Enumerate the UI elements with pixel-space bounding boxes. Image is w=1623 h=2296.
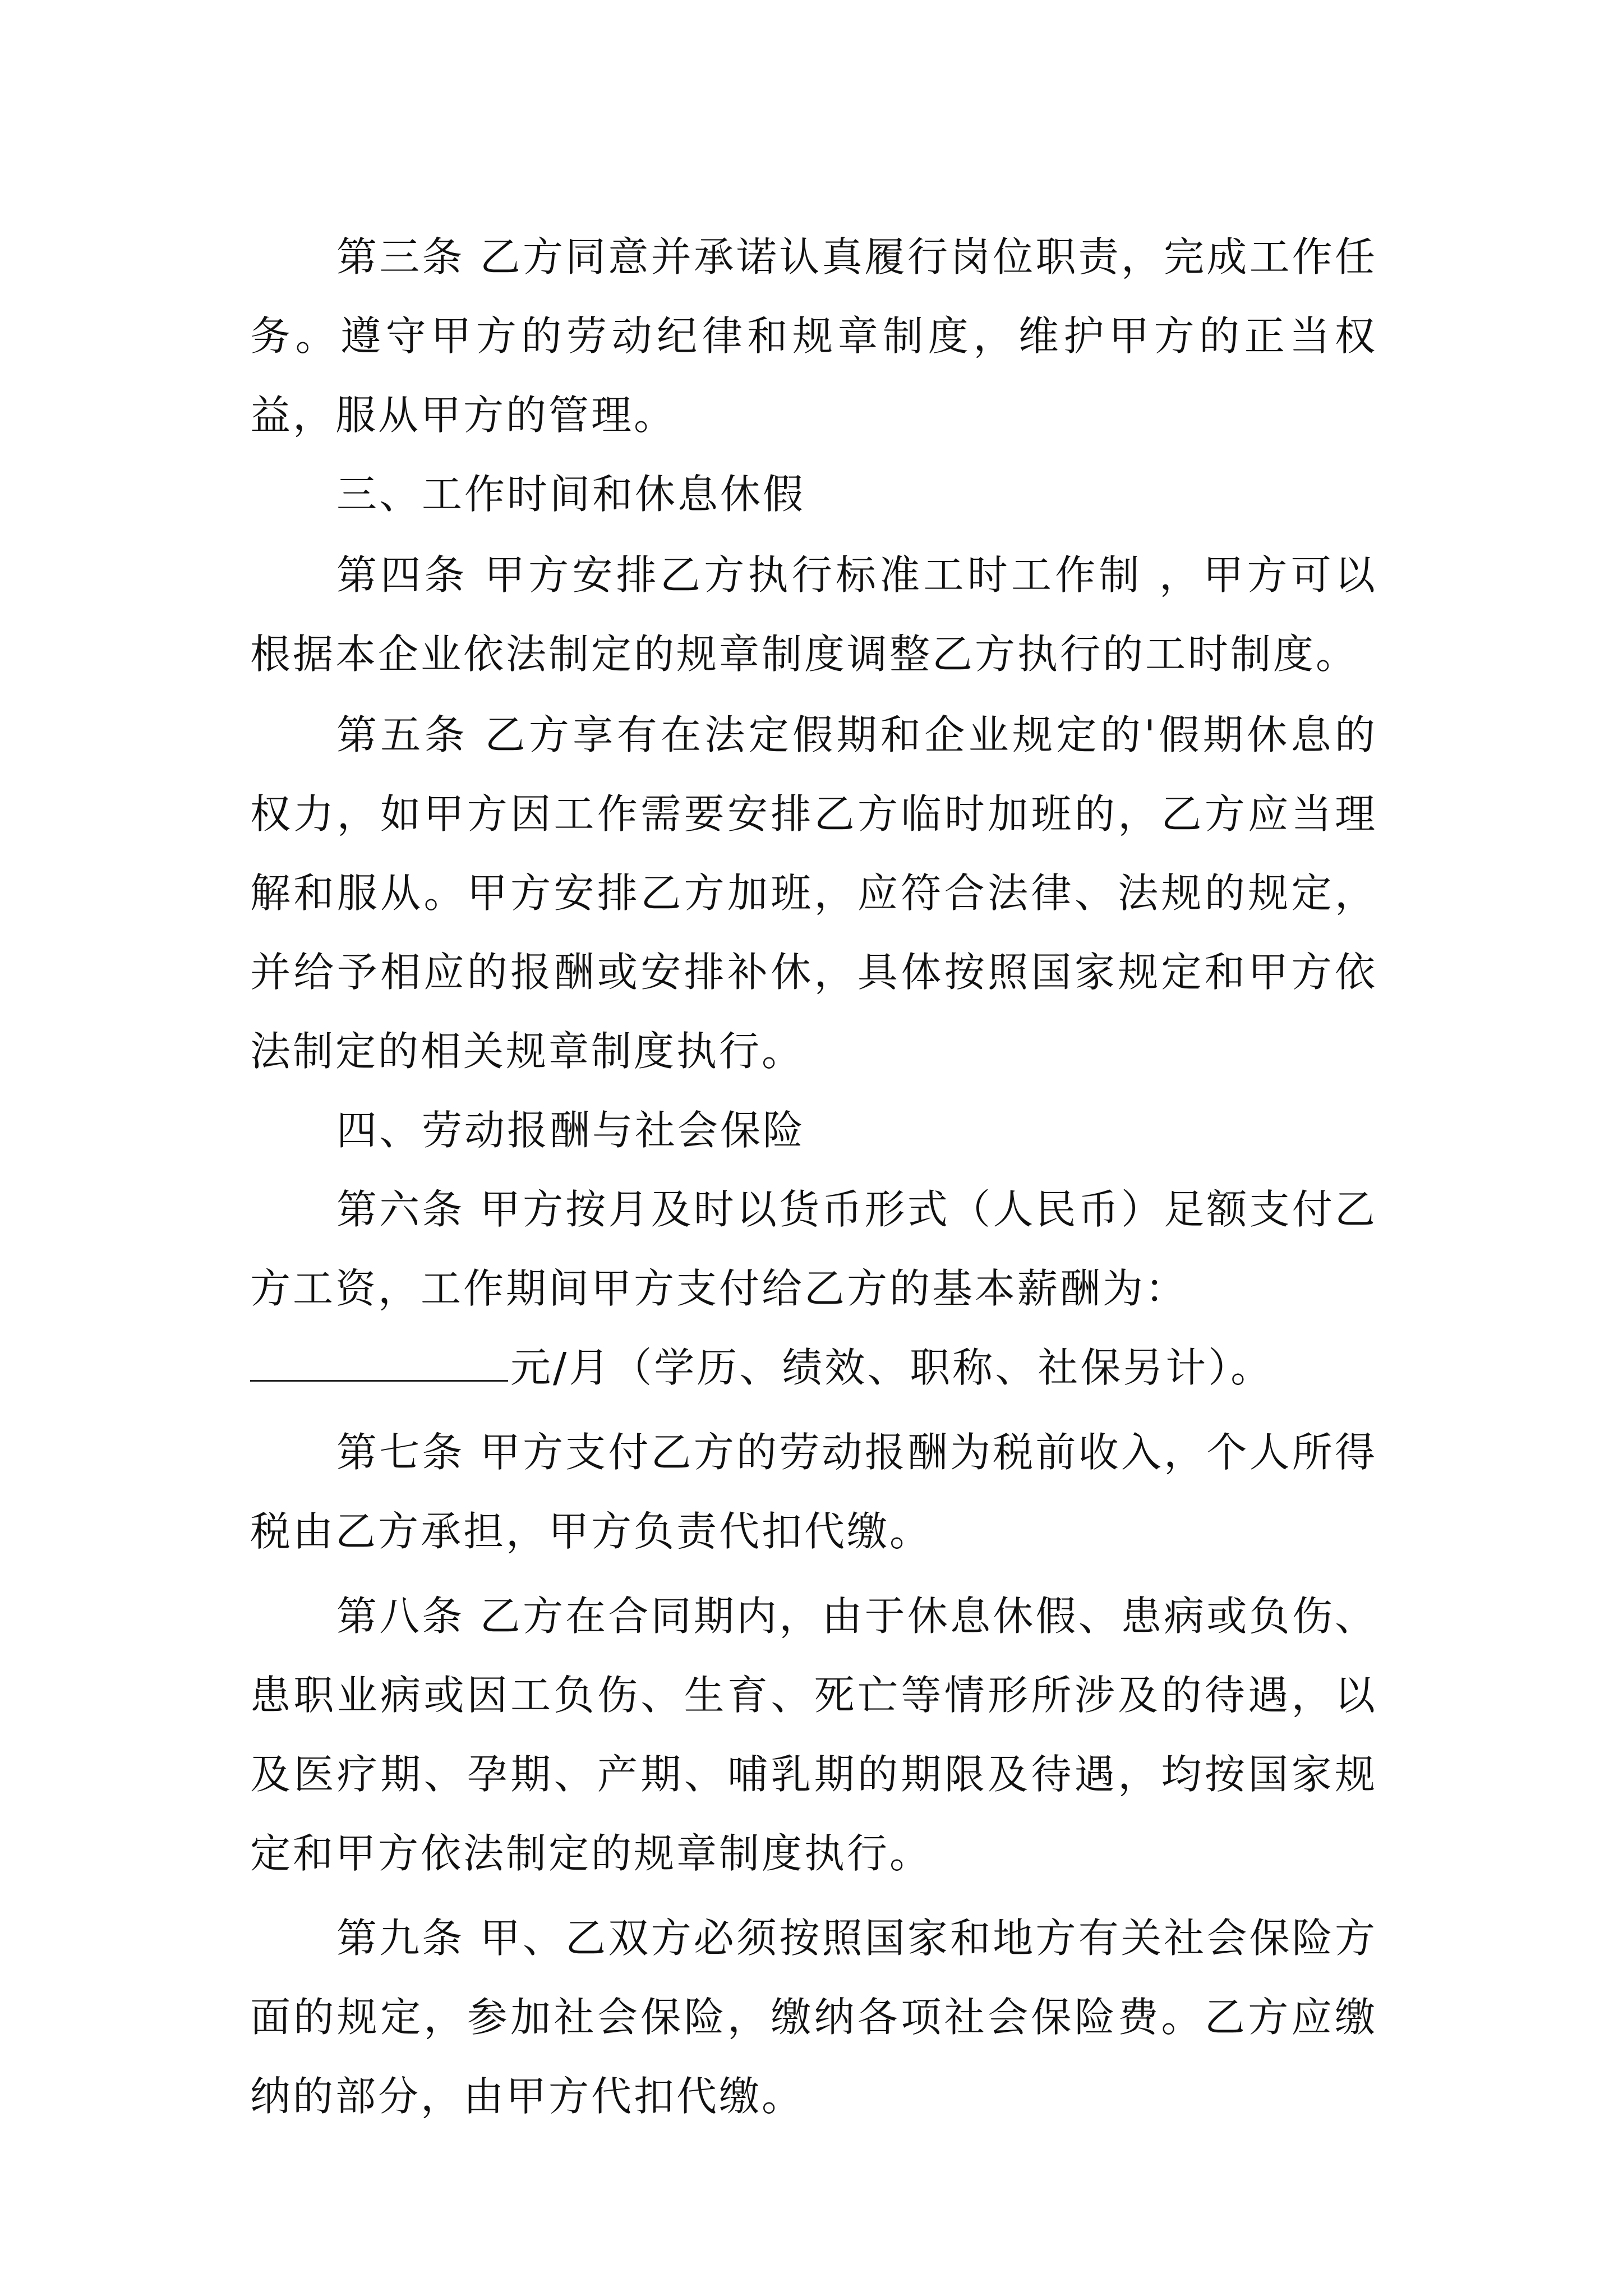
article-3: 第三条 乙方同意并承诺认真履行岗位职责，完成工作任务。遵守甲方的劳动纪律和规章制度，维护甲方的正当权益，服从甲方的管理。 xyxy=(250,233,1377,439)
wage-suffix: 元/月（学历、绩效、职称、社保另计）。 xyxy=(510,1344,1274,1391)
wage-blank-field[interactable] xyxy=(250,1346,508,1382)
article-8: 第八条 乙方在合同期内，由于休息休假、患病或负伤、患职业病或因工负伤、生育、死亡等情形所涉及的待遇，以及医疗期、孕期、产期、哺乳期的期限及待遇，均按国家规定和甲方依法制定的规章制度执行。 xyxy=(250,1593,1377,1877)
article-7: 第七条 甲方支付乙方的劳动报酬为税前收入，个人所得税由乙方承担，甲方负责代扣代缴。 xyxy=(250,1429,1377,1555)
wage-line xyxy=(250,1328,1377,1407)
article-9: 第九条 甲、乙双方必须按照国家和地方有关社会保险方面的规定，参加社会保险，缴纳各项社会保险费。乙方应缴纳的部分，由甲方代扣代缴。 xyxy=(250,1915,1377,2120)
document-body xyxy=(250,218,1377,2136)
article-4: 第四条 甲方安排乙方执行标准工时工作制 ，甲方可以根据本企业依法制定的规章制度调整乙方执行的工时制度。 xyxy=(250,551,1377,678)
article-6: 第六条 甲方按月及时以货币形式（人民币）足额支付乙方工资，工作期间甲方支付给乙方的基本薪酬为： xyxy=(250,1186,1377,1312)
section-3-heading: 三、工作时间和休息休假 xyxy=(336,471,806,518)
section-4-heading: 四、劳动报酬与社会保险 xyxy=(336,1107,806,1154)
article-5: 第五条 乙方享有在法定假期和企业规定的'假期休息的权力，如甲方因工作需要安排乙方临时加班的，乙方应当理解和服从。甲方安排乙方加班，应符合法律、法规的规定，并给予相应的报酬或安排补休，具体按照国家规定和甲方依法制定的相关规章制度执行。 xyxy=(250,711,1377,1075)
